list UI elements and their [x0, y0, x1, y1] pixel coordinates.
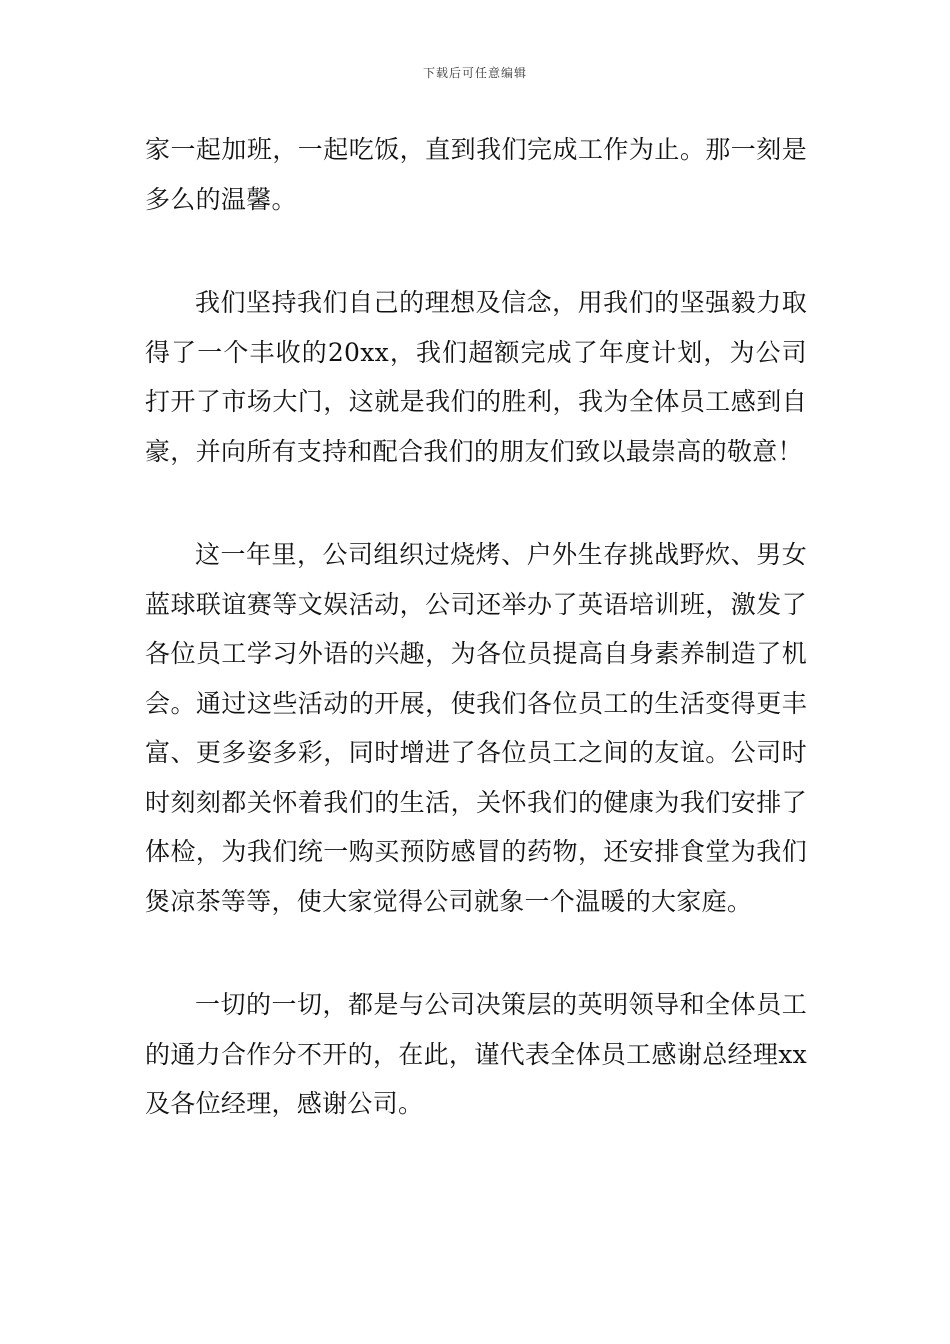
- paragraph-4: 一切的一切，都是与公司决策层的英明领导和全体员工的通力合作分不开的，在此，谨代表全体员工感谢总经理xx及各位经理，感谢公司。: [145, 990, 807, 1118]
- paragraph-3: 这一年里，公司组织过烧烤、户外生存挑战野炊、男女蓝球联谊赛等文娱活动，公司还举办了英语培训班，激发了各位员工学习外语的兴趣，为各位员提高自身素养制造了机会。通过这些活动的开展，使我们各位员工的生活变得更丰富、更多姿多彩，同时增进了各位员工之间的友谊。公司时时刻刻都关怀着我们的生活，关怀我们的健康为我们安排了体检，为我们统一购买预防感冒的药物，还安排食堂为我们煲凉茶等等，使大家觉得公司就象一个温暖的大家庭。: [145, 540, 807, 916]
- page-header-note: 下载后可任意编辑: [422, 66, 527, 80]
- paragraph-1: 家一起加班，一起吃饭，直到我们完成工作为止。那一刻是多么的温馨。: [145, 135, 807, 214]
- document-body: [145, 125, 807, 1183]
- paragraph-2: 我们坚持我们自己的理想及信念，用我们的坚强毅力取得了一个丰收的20xx，我们超额完成了年度计划，为公司打开了市场大门，这就是我们的胜利，我为全体员工感到自豪，并向所有支持和配合我们的朋友们致以最崇高的敬意！: [145, 288, 807, 466]
